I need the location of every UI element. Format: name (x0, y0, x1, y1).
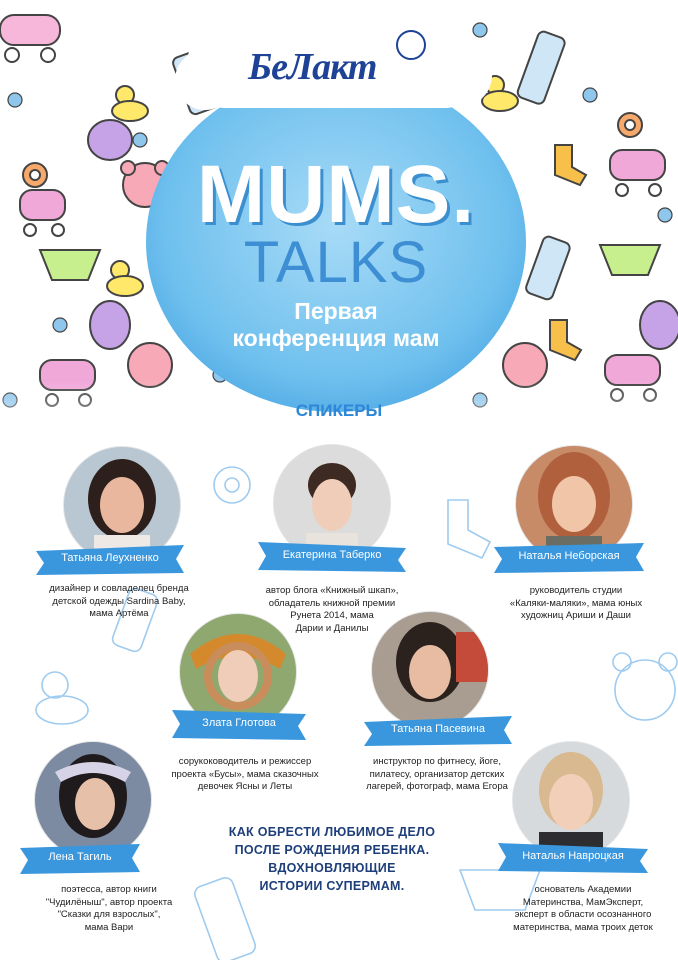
speaker-desc-2-line-2: обладатель книжной премии (268, 597, 396, 609)
topic-line-4: ИСТОРИИ СУПЕРМАМ. (259, 879, 405, 893)
speaker-ribbon-4 (172, 710, 306, 740)
speaker-desc-7 (498, 884, 668, 934)
speaker-desc-3-line-3: художниц Ариши и Даши (521, 610, 631, 621)
speaker-desc-6-line-3: "Сказки для взрослых", (57, 909, 161, 920)
duck-icon-2 (107, 261, 143, 296)
speaker-ribbon-2 (258, 542, 406, 572)
speaker-desc-7-line-4: материнства, мама троих деток (513, 921, 653, 933)
speaker-desc-5-line-2: пилатесу, организатор детских (369, 768, 505, 780)
event-title-mums: MUMS. (196, 149, 476, 240)
brand-logo: БеЛакт (248, 46, 377, 88)
event-title-talks: TALKS (243, 230, 429, 295)
logo-ball-icon (396, 30, 426, 60)
speaker-photo-5 (372, 612, 488, 728)
speaker-desc-5-line-3: лагерей, фотограф, мама Егора (366, 781, 508, 792)
topic-line-1: КАК ОБРЕСТИ ЛЮБИМОЕ ДЕЛО (228, 825, 436, 839)
diaper-icon-2 (600, 245, 660, 275)
bootie-icon-2 (90, 301, 130, 349)
speaker-desc-2 (262, 585, 402, 635)
speaker-desc-4-line-1: сорукоководитель и режиссер (178, 756, 312, 767)
topic-line-2: ПОСЛЕ РОЖДЕНИЯ РЕБЕНКА. (234, 843, 430, 857)
sock-icon (555, 145, 586, 185)
speaker-photo-6 (35, 742, 151, 858)
speaker-desc-6-line-2: "Чудилёныш", автор проекта (45, 896, 173, 908)
speaker-desc-4-line-2: проекта «Бусы», мама сказочных (171, 768, 319, 780)
speaker-desc-7-line-1: основатель Академии (534, 884, 632, 895)
speaker-name-6: Лена Тагиль (48, 851, 112, 863)
speaker-desc-1-line-3: мама Артёма (89, 608, 149, 619)
diaper-icon (40, 250, 100, 280)
speaker-desc-6-line-4: мама Вари (84, 921, 134, 933)
conference-topic (212, 823, 452, 895)
speakers-heading: СПИКЕРЫ (295, 401, 383, 420)
speaker-desc-1-line-1: дизайнер и совладелец бренда (49, 583, 189, 594)
speaker-ribbon-6 (20, 844, 140, 874)
speaker-name-4: Злата Глотова (202, 717, 276, 729)
stroller-icon-4 (610, 150, 665, 196)
topic-line-3: ВДОХНОВЛЯЮЩИЕ (268, 861, 396, 875)
speaker-photo-7 (513, 742, 629, 858)
speaker-desc-5-line-1: инструктор по фитнесу, йоге, (373, 756, 501, 767)
speaker-desc-6 (34, 884, 184, 934)
subtitle-line-1: Первая (294, 298, 378, 324)
stroller-icon (0, 15, 60, 62)
speaker-desc-4-line-3: девочек Ясны и Леты (197, 781, 293, 792)
speaker-desc-4 (170, 756, 320, 794)
speaker-desc-7-line-3: эксперт в области осознанного (514, 909, 652, 920)
speaker-desc-5 (352, 756, 522, 794)
speaker-desc-2-line-4: Дарии и Данилы (295, 622, 369, 634)
speaker-desc-3-line-1: руководитель студии (529, 585, 623, 596)
pacifier-icon (23, 163, 47, 187)
speaker-name-1: Татьяна Леухненко (61, 552, 159, 564)
sock-icon-2 (550, 320, 581, 360)
speaker-desc-3-line-2: «Каляки-маляки», мама юных (509, 597, 643, 609)
speaker-name-3: Наталья Неборская (518, 550, 620, 562)
speaker-desc-1-line-2: детской одежды Sardina Baby, (52, 595, 186, 607)
speaker-ribbon-7 (498, 843, 648, 873)
event-subtitle (142, 298, 530, 352)
pacifier-outline-icon (214, 467, 250, 503)
bootie-icon (88, 120, 132, 160)
pacifier-icon-2 (618, 113, 642, 137)
speaker-desc-2-line-1: автор блога «Книжный шкап», (265, 585, 399, 596)
speaker-desc-1 (34, 583, 204, 621)
speaker-name-2: Екатерина Таберко (282, 549, 382, 561)
stroller-icon-2 (20, 190, 65, 236)
sock-outline-icon (448, 500, 490, 558)
speaker-name-7: Наталья Навроцкая (522, 850, 624, 862)
speaker-desc-3 (496, 585, 656, 623)
speaker-desc-6-line-1: поэтесса, автор книги (61, 884, 157, 895)
speaker-ribbon-1 (36, 545, 184, 575)
speaker-ribbon-3 (494, 543, 644, 573)
subtitle-line-2: конференция мам (232, 325, 440, 351)
bottle-icon-3 (524, 235, 571, 301)
speaker-name-5: Татьяна Пасевина (391, 723, 485, 735)
bootie-icon-3 (640, 301, 678, 349)
speaker-ribbon-5 (364, 716, 512, 746)
speaker-desc-7-line-2: Материнства, МамЭксперт, (522, 896, 644, 908)
teddy-outline-icon (613, 653, 677, 720)
speaker-desc-2-line-3: Рунета 2014, мама (290, 610, 374, 621)
duck-outline-icon (36, 672, 88, 724)
